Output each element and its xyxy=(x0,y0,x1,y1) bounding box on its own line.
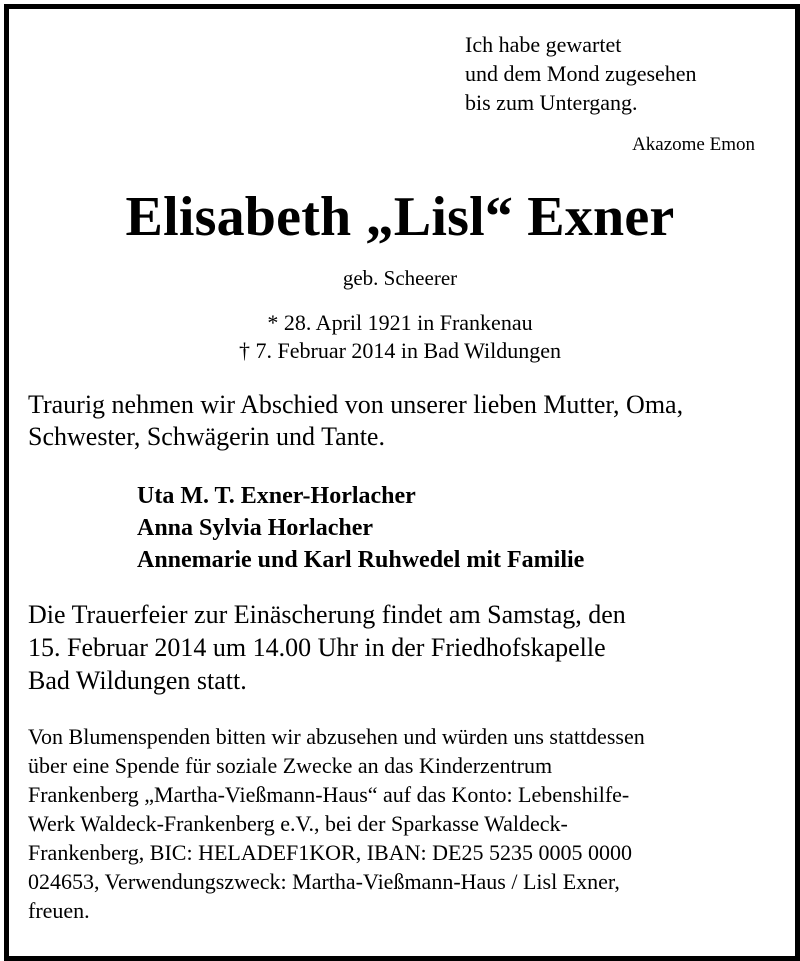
farewell-text xyxy=(28,389,683,453)
donation-line: Von Blumenspenden bitten wir abzusehen und würden uns stattdessen xyxy=(28,724,645,749)
ceremony-line: 15. Februar 2014 um 14.00 Uhr in der Friedhofskapelle xyxy=(28,633,606,662)
poem xyxy=(465,30,697,117)
poem-author: Akazome Emon xyxy=(632,134,755,155)
life-dates xyxy=(0,309,800,365)
farewell-line: Traurig nehmen wir Abschied von unserer lieben Mutter, Oma, xyxy=(28,390,684,419)
poem-line: Ich habe gewartet xyxy=(465,32,622,57)
donation-line: freuen. xyxy=(28,898,90,923)
donation-line: Werk Waldeck-Frankenberg e.V., bei der Sparkasse Waldeck- xyxy=(28,811,568,836)
poem-line: und dem Mond zugesehen xyxy=(465,61,697,86)
maiden-name: geb. Scheerer xyxy=(342,266,458,290)
ceremony-line: Die Trauerfeier zur Einäscherung findet am Samstag, den xyxy=(28,600,626,629)
mourner-name: Uta M. T. Exner-Horlacher xyxy=(137,483,416,509)
donation-line: 024653, Verwendungszweck: Martha-Vießmann-Haus / Lisl Exner, xyxy=(28,869,620,894)
donation-request xyxy=(28,722,645,925)
farewell-line: Schwester, Schwägerin und Tante. xyxy=(28,422,385,451)
mourner-name: Annemarie und Karl Ruhwedel mit Familie xyxy=(137,547,585,573)
mourner-name: Anna Sylvia Horlacher xyxy=(137,515,374,541)
donation-line: über eine Spende für soziale Zwecke an das Kinderzentrum xyxy=(28,753,553,778)
donation-line: Frankenberg, BIC: HELADEF1KOR, IBAN: DE25 5235 0005 0000 xyxy=(28,840,632,865)
poem-line: bis zum Untergang. xyxy=(465,90,638,115)
ceremony-info xyxy=(28,598,626,697)
birth-date: * 28. April 1921 in Frankenau xyxy=(267,310,533,335)
donation-line: Frankenberg „Martha-Vießmann-Haus“ auf das Konto: Lebenshilfe- xyxy=(28,782,630,807)
ceremony-line: Bad Wildungen statt. xyxy=(28,666,247,695)
deceased-name: Elisabeth „Lisl“ Exner xyxy=(125,186,675,248)
mourners-list xyxy=(137,480,584,576)
death-date: † 7. Februar 2014 in Bad Wildungen xyxy=(239,338,561,363)
